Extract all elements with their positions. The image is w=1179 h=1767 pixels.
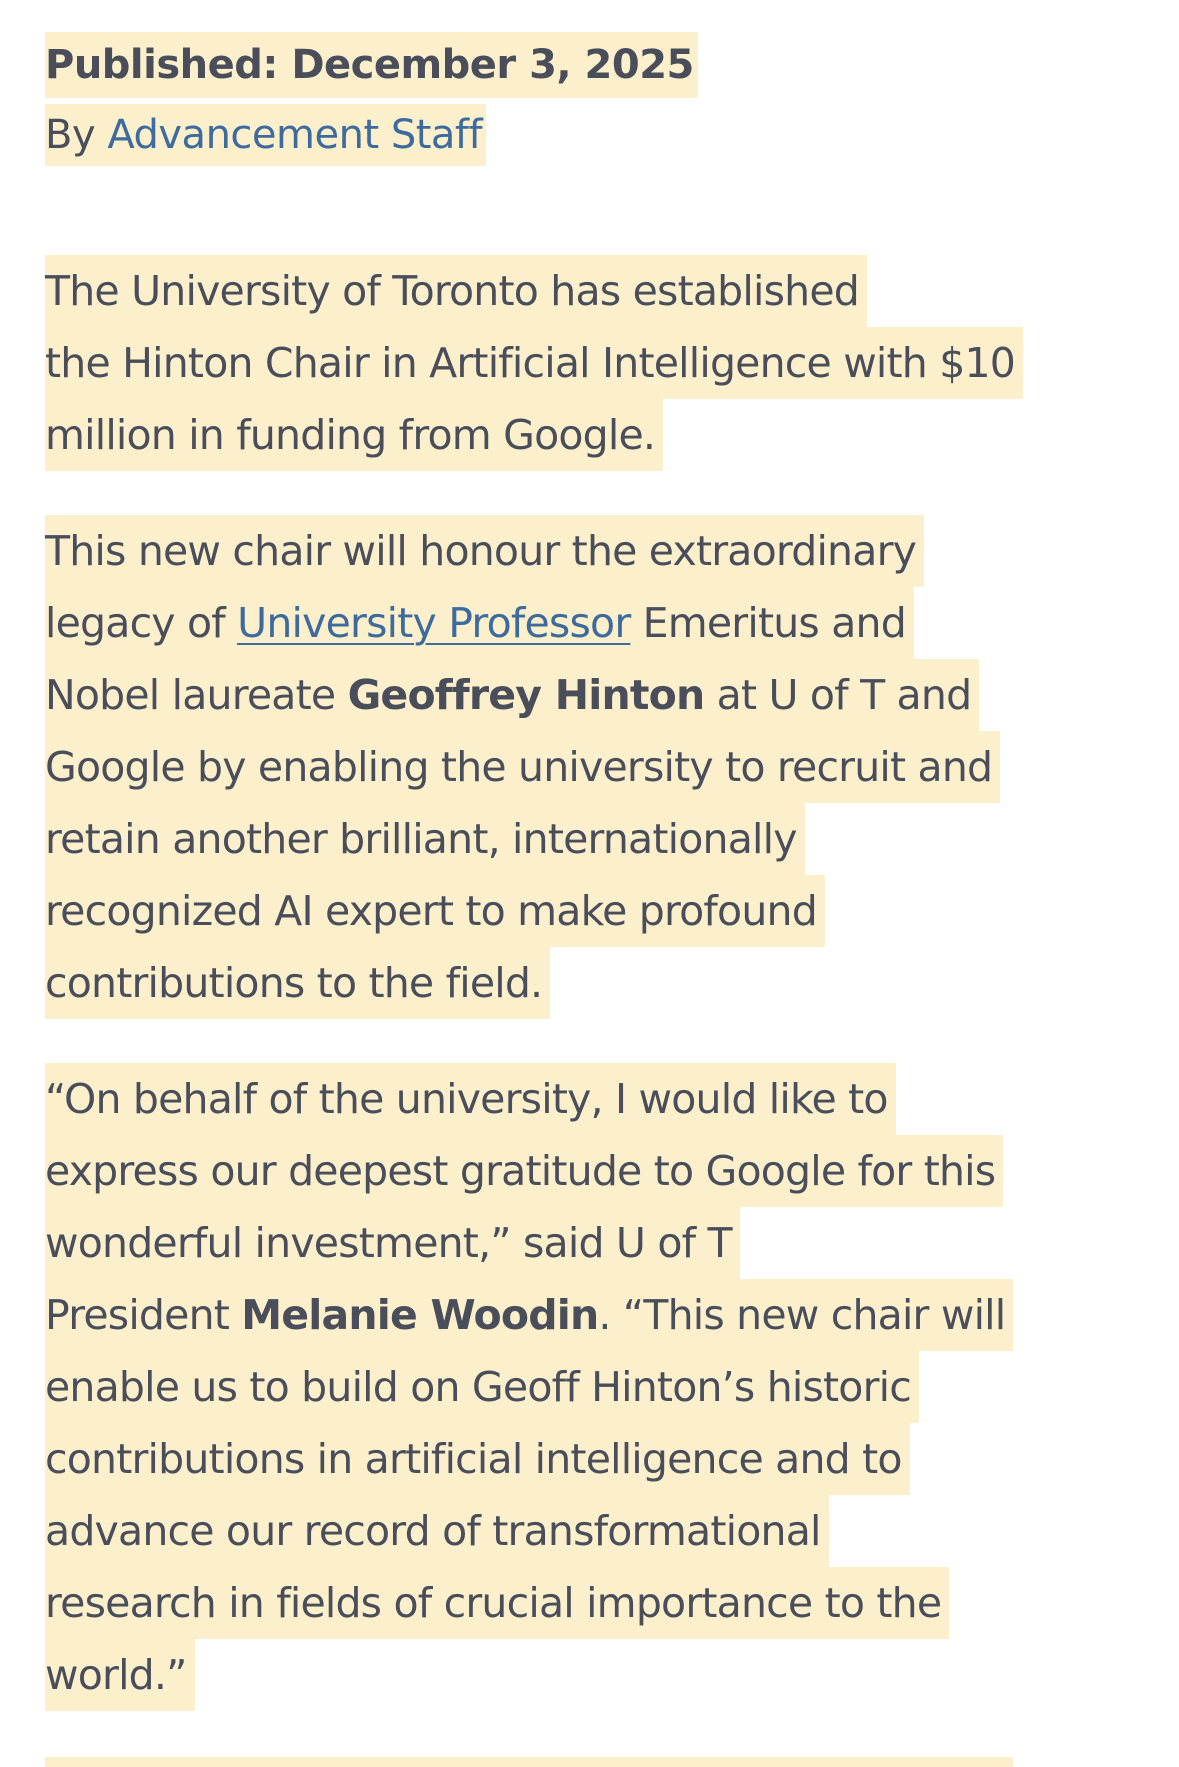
paragraph-intro — [45, 255, 1165, 471]
text-fragment: Nobel laureate — [45, 671, 348, 719]
text-fragment: . “This new chair will — [598, 1291, 1006, 1339]
melanie-woodin-name: Melanie Woodin — [241, 1291, 599, 1339]
text-line: research in fields of crucial importance to the — [45, 1567, 949, 1639]
text-line: recognized AI expert to make profound — [45, 875, 825, 947]
geoffrey-hinton-name: Geoffrey Hinton — [347, 671, 705, 719]
text-line: advance our record of transformational — [45, 1495, 829, 1567]
text-fragment: Emeritus and — [630, 599, 906, 647]
text-line: the Hinton Chair in Artificial Intelligence with $10 — [45, 327, 1023, 399]
text-line — [45, 659, 979, 731]
text-line: world.” — [45, 1639, 195, 1711]
author-link[interactable]: Advancement Staff — [107, 112, 483, 158]
next-paragraph-highlight — [45, 1757, 1013, 1767]
paragraph-legacy — [45, 515, 1165, 1019]
byline-prefix: By — [45, 112, 108, 158]
text-fragment: at U of T and — [704, 671, 972, 719]
text-line — [45, 1279, 1013, 1351]
byline — [45, 104, 486, 166]
text-line: wonderful investment,” said U of T — [45, 1207, 740, 1279]
text-line: The University of Toronto has established — [45, 255, 867, 327]
published-date: Published: December 3, 2025 — [45, 32, 698, 98]
text-line: “On behalf of the university, I would like to — [45, 1063, 896, 1135]
text-line: This new chair will honour the extraordinary — [45, 515, 924, 587]
text-line: contributions to the field. — [45, 947, 550, 1019]
text-line: contributions in artificial intelligence and to — [45, 1423, 910, 1495]
university-professor-link[interactable]: University Professor — [237, 599, 631, 647]
text-line: retain another brilliant, internationally — [45, 803, 805, 875]
text-line: enable us to build on Geoff Hinton’s historic — [45, 1351, 919, 1423]
text-fragment: legacy of — [45, 599, 238, 647]
text-line: million in funding from Google. — [45, 399, 663, 471]
paragraph-quote — [45, 1063, 1165, 1711]
text-line — [45, 587, 914, 659]
text-fragment: President — [45, 1291, 242, 1339]
text-line: Google by enabling the university to recruit and — [45, 731, 1000, 803]
text-line: express our deepest gratitude to Google for this — [45, 1135, 1003, 1207]
